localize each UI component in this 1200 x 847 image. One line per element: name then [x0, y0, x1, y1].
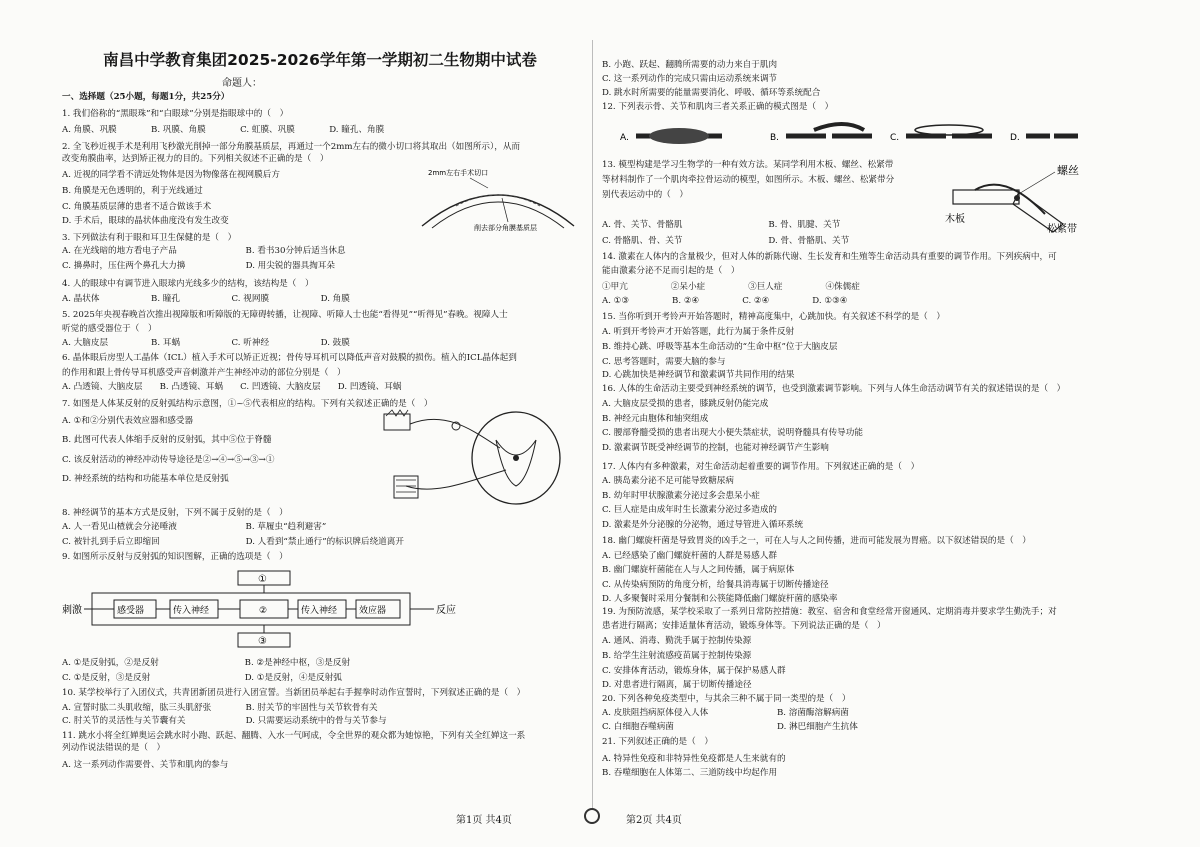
left-line: D. 手术后，眼球的晶状体曲度没有发生改变 — [62, 216, 229, 226]
left-line: 7. 如图是人体某反射的反射弧结构示意图，①~⑤代表相应的结构。下列有关叙述正确的是（ ） — [62, 399, 433, 409]
left-line: 1. 我们俗称的“黑眼珠”和“白眼球”分别是指眼球中的（ ） — [62, 109, 289, 119]
right-line: 20. 下列各种免疫类型中，与其余三种不属于同一类型的是（ ） — [602, 694, 851, 704]
right-line: 14. 激素在人体内的含量极少，但对人体的新陈代谢、生长发育和生殖等生命活动具有重要的调节作用。下列疾病中，可 — [602, 252, 1057, 262]
column-divider — [592, 40, 593, 810]
right-line: B. 幽门螺旋杆菌能在人与人之间传播，属于病原体 — [602, 565, 795, 575]
right-line: D. 激素调节既受神经调节的控制，也能对神经调节产生影响 — [602, 443, 829, 453]
right-line: C. 巨人症是由成年时生长激素分泌过多造成的 — [602, 505, 778, 515]
right-line: C. 思考答题时，需要大脑的参与 — [602, 357, 726, 367]
fig12-option-d: D. — [1010, 133, 1020, 143]
reflex-flow-diagram — [62, 567, 462, 651]
fig9-box-3: ② — [259, 606, 268, 616]
fig9-box-2: 传入神经 — [173, 606, 210, 616]
left-line: 列动作说法错误的是（ ） — [62, 743, 166, 753]
right-line: C. 腰部脊髓受损的患者出现大小便失禁症状，说明脊髓具有传导功能 — [602, 428, 863, 438]
fig9-bottom-label: ③ — [258, 636, 267, 647]
left-line: A. 凸透镜、大脑皮层 B. 凸透镜、耳蜗 C. 凹透镜、大脑皮层 D. 凹透镜、耳蜗 — [62, 382, 402, 392]
right-line: C. 这一系列动作的完成只需由运动系统来调节 — [602, 74, 778, 84]
right-line: 17. 人体内有多种激素，对生命活动起着重要的调节作用。下列叙述正确的是（ ） — [602, 462, 920, 472]
fig9-box-5: 效应器 — [359, 606, 387, 616]
reflex-arc-figure — [376, 400, 566, 508]
fig12-option-b: B. — [770, 133, 780, 143]
left-line: 一、选择题（25小题，每题1分，共25分） — [62, 92, 230, 102]
left-line: A. 大脑皮层 B. 耳蜗 C. 听神经 D. 鼓膜 — [62, 338, 350, 348]
fig2-label-incision: 2mm左右手术切口 — [428, 169, 489, 177]
right-line: C. 骨骼肌、骨、关节 D. 骨、骨骼肌、关节 — [602, 236, 850, 246]
right-line: D. 对患者进行隔离，属于切断传播途径 — [602, 680, 752, 690]
left-line: 11. 跳水小将全红婵奥运会跳水时小跑、跃起、翻腾、入水一气呵成，令全世界的观众都为她惊艳，下列有关全红婵这一系 — [62, 731, 526, 741]
left-line: A. 宣誓时肱二头肌收缩，肱三头肌舒张 B. 肘关节的牢固性与关节软骨有关 — [62, 703, 378, 713]
left-line: 10. 某学校举行了入团仪式，共青团新团员进行入团宣誓。当新团员举起右手握拳时动作宣誓时，下列叙述正确的是（ ） — [62, 688, 526, 698]
right-line: B. 小跑、跃起、翻腾所需要的动力来自于肌肉 — [602, 60, 778, 70]
left-line: B. 此图可代表人体缩手反射的反射弧，其中⑤位于脊髓 — [62, 435, 272, 445]
left-line: 8. 神经调节的基本方式是反射，下列不属于反射的是（ ） — [62, 508, 288, 518]
right-line: B. 吞噬细胞在人体第二、三道防线中均起作用 — [602, 768, 778, 778]
right-line: 19. 为预防流感，某学校采取了一系列日常防控措施：教室、宿舍和食堂经常开窗通风、定期消毒并要求学生勤洗手；对 — [602, 607, 1057, 617]
fig13-label-screw: 螺丝 — [1057, 164, 1079, 177]
left-line: A. 在光线暗的地方看电子产品 B. 看书30分钟后适当休息 — [62, 246, 346, 256]
left-line: A. 近视的同学看不清远处物体是因为物像落在视网膜后方 — [62, 170, 280, 180]
left-line: 3. 下列做法有利于眼和耳卫生保健的是（ ） — [62, 233, 237, 243]
fig12-option-c: C. — [890, 133, 900, 143]
muscle-model-figure — [945, 162, 1110, 236]
right-line: 16. 人体的生命活动主要受到神经系统的调节，也受到激素调节影响。下列与人体生命活动调节有关的叙述错误的是（ ） — [602, 384, 1066, 394]
right-line: A. 大脑皮层受损的患者，膝跳反射仍能完成 — [602, 399, 769, 409]
fig9-top-label: ① — [258, 574, 267, 585]
right-line: 患者进行隔离；安排适量体育活动，锻炼身体等。下列说法正确的是（ ） — [602, 621, 886, 631]
right-line: A. 特异性免疫和非特异性免疫都是人生来就有的 — [602, 754, 786, 764]
exam-title: 南昌中学教育集团2025-2026学年第一学期初二生物期中试卷 — [103, 51, 537, 69]
left-line: 4. 人的眼球中有调节进入眼球内光线多少的结构，该结构是（ ） — [62, 279, 314, 289]
right-line: D. 跳水时所需要的能量需要消化、呼吸、循环等系统配合 — [602, 88, 821, 98]
right-line: B. 给学生注射流感疫苗属于控制传染源 — [602, 651, 752, 661]
left-line: C. 角膜基质层薄的患者不适合做该手术 — [62, 202, 212, 212]
left-line: 的作用和跟上骨传导耳机感受声音刺激并产生神经冲动的部位分别是（ ） — [62, 368, 346, 378]
right-line: A. ①③ B. ②④ C. ②④ D. ①③④ — [602, 296, 848, 306]
right-line: D. 激素是外分泌腺的分泌物，通过导管进入循环系统 — [602, 520, 804, 530]
right-line: A. 皮肤阻挡病原体侵入人体 B. 溶菌酶溶解病菌 — [602, 708, 849, 718]
fig12-option-a: A. — [620, 133, 629, 143]
right-line: 18. 幽门螺旋杆菌是导致胃炎的凶手之一，可在人与人之间传播，进而可能发展为胃癌。以下叙述错误的是（ ） — [602, 536, 1031, 546]
left-line: A. ①和②分别代表效应器和感受器 — [62, 416, 194, 426]
fig2-label-stroma: 削去部分角膜基质层 — [474, 224, 537, 232]
left-line: C. 擤鼻时，压住两个鼻孔大力擤 D. 用尖锐的器具掏耳朵 — [62, 261, 335, 271]
eye-surgery-figure — [418, 166, 578, 232]
left-line: 6. 晶体眼后房型人工晶体（ICL）植入手术可以矫正近视；骨传导耳机可以降低声音对鼓膜的损伤。植入的ICL晶体起到 — [62, 353, 517, 363]
fig9-box-1: 感受器 — [117, 606, 145, 616]
right-line: D. 心跳加快是神经调节和激素调节共同作用的结果 — [602, 370, 795, 380]
left-line: A. ①是反射弧，②是反射 B. ②是神经中枢，③是反射 — [62, 658, 351, 668]
footer-page-2: 第2页 共4页 — [626, 815, 682, 826]
binding-hole-icon — [584, 808, 600, 824]
right-line: A. 听到开考铃声才开始答题，此行为属于条件反射 — [602, 327, 795, 337]
right-line: 能由激素分泌不足而引起的是（ ） — [602, 266, 740, 276]
right-line: A. 已经感染了幽门螺旋杆菌的人群是易感人群 — [602, 551, 777, 561]
right-line: A. 通风、消毒、勤洗手属于控制传染源 — [602, 636, 752, 646]
left-line: 2. 全飞秒近视手术是利用飞秒激光削掉一部分角膜基质层，再通过一个2mm左右的微小切口将其取出（如图所示），从而 — [62, 142, 521, 152]
right-line: A. 骨、关节、骨骼肌 B. 骨、肌腱、关节 — [602, 220, 841, 230]
bone-joint-muscle-options — [620, 118, 1080, 154]
fig9-input: 刺激 — [62, 605, 82, 616]
left-line: A. 晶状体 B. 瞳孔 C. 视网膜 D. 角膜 — [62, 294, 350, 304]
right-line: 等材料制作了一个肌肉牵拉骨运动的模型，如图所示。木板、螺丝、松紧带分 — [602, 175, 895, 185]
right-line: ①甲亢 ②呆小症 ③巨人症 ④侏儒症 — [602, 282, 860, 292]
left-line: 9. 如图所示反射与反射弧的知识图解，正确的选项是（ ） — [62, 552, 288, 562]
left-line: B. 角膜是无色透明的，利于光线通过 — [62, 186, 203, 196]
right-line: D. 人多聚餐时采用分餐制和公筷能降低幽门螺旋杆菌的感染率 — [602, 594, 838, 604]
left-line: C. ①是反射，③是反射 D. ①是反射，④是反射弧 — [62, 673, 342, 683]
left-line: 5. 2025年央视春晚首次推出视障版和听障版的无障碍转播，让视障、听障人士也能“看得见”“听得见”春晚。视障人士 — [62, 310, 508, 320]
right-line: 12. 下列表示骨、关节和肌肉三者关系正确的模式图是（ ） — [602, 102, 834, 112]
right-line: B. 维持心跳、呼吸等基本生命活动的“生命中枢”位于大脑皮层 — [602, 342, 838, 352]
right-line: C. 白细胞吞噬病菌 D. 淋巴细胞产生抗体 — [602, 722, 858, 732]
left-line: A. 角膜、巩膜 B. 巩膜、角膜 C. 虹膜、巩膜 D. 瞳孔、角膜 — [62, 125, 385, 135]
right-line: C. 安排体育活动，锻炼身体，属于保护易感人群 — [602, 666, 786, 676]
left-line: C. 肘关节的灵活性与关节囊有关 D. 只需要运动系统中的骨与关节参与 — [62, 716, 387, 726]
right-line: 别代表运动中的（ ） — [602, 190, 688, 200]
left-line: A. 这一系列动作需要骨、关节和肌肉的参与 — [62, 760, 229, 770]
left-line: D. 神经系统的结构和功能基本单位是反射弧 — [62, 474, 229, 484]
right-line: B. 幼年时甲状腺激素分泌过多会患呆小症 — [602, 491, 760, 501]
left-line: C. 该反射活动的神经冲动传导途径是②→④→⑤→③→① — [62, 455, 275, 465]
right-line: C. 从传染病预防的角度分析，给餐具消毒属于切断传播途径 — [602, 580, 829, 590]
fig9-box-4: 传入神经 — [301, 606, 338, 616]
right-line: 21. 下列叙述正确的是（ ） — [602, 737, 713, 747]
right-line: 15. 当你听到开考铃声开始答题时，精神高度集中，心跳加快。有关叙述不科学的是（ ） — [602, 312, 945, 322]
left-line: C. 被针扎到手后立即缩回 D. 人看到“禁止通行”的标识牌后绕道离开 — [62, 537, 404, 547]
fig13-label-board: 木板 — [945, 214, 965, 225]
left-line: A. 人一看见山楂就会分泌唾液 B. 草履虫“趋利避害” — [62, 522, 327, 532]
right-line: A. 胰岛素分泌不足可能导致糖尿病 — [602, 476, 734, 486]
author-label: 命题人： — [222, 78, 262, 89]
fig13-label-band: 松紧带 — [1047, 224, 1077, 235]
left-line: 听觉的感受器位于（ ） — [62, 324, 157, 334]
footer-page-1: 第1页 共4页 — [456, 815, 512, 826]
right-line: 13. 模型构建是学习生物学的一种有效方法。某同学利用木板、螺丝、松紧带 — [602, 160, 894, 170]
left-line: 改变角膜曲率，达到矫正视力的目的。下列相关叙述不正确的是（ ） — [62, 154, 329, 164]
fig9-output: 反应 — [436, 605, 456, 616]
right-line: B. 神经元由胞体和轴突组成 — [602, 414, 709, 424]
